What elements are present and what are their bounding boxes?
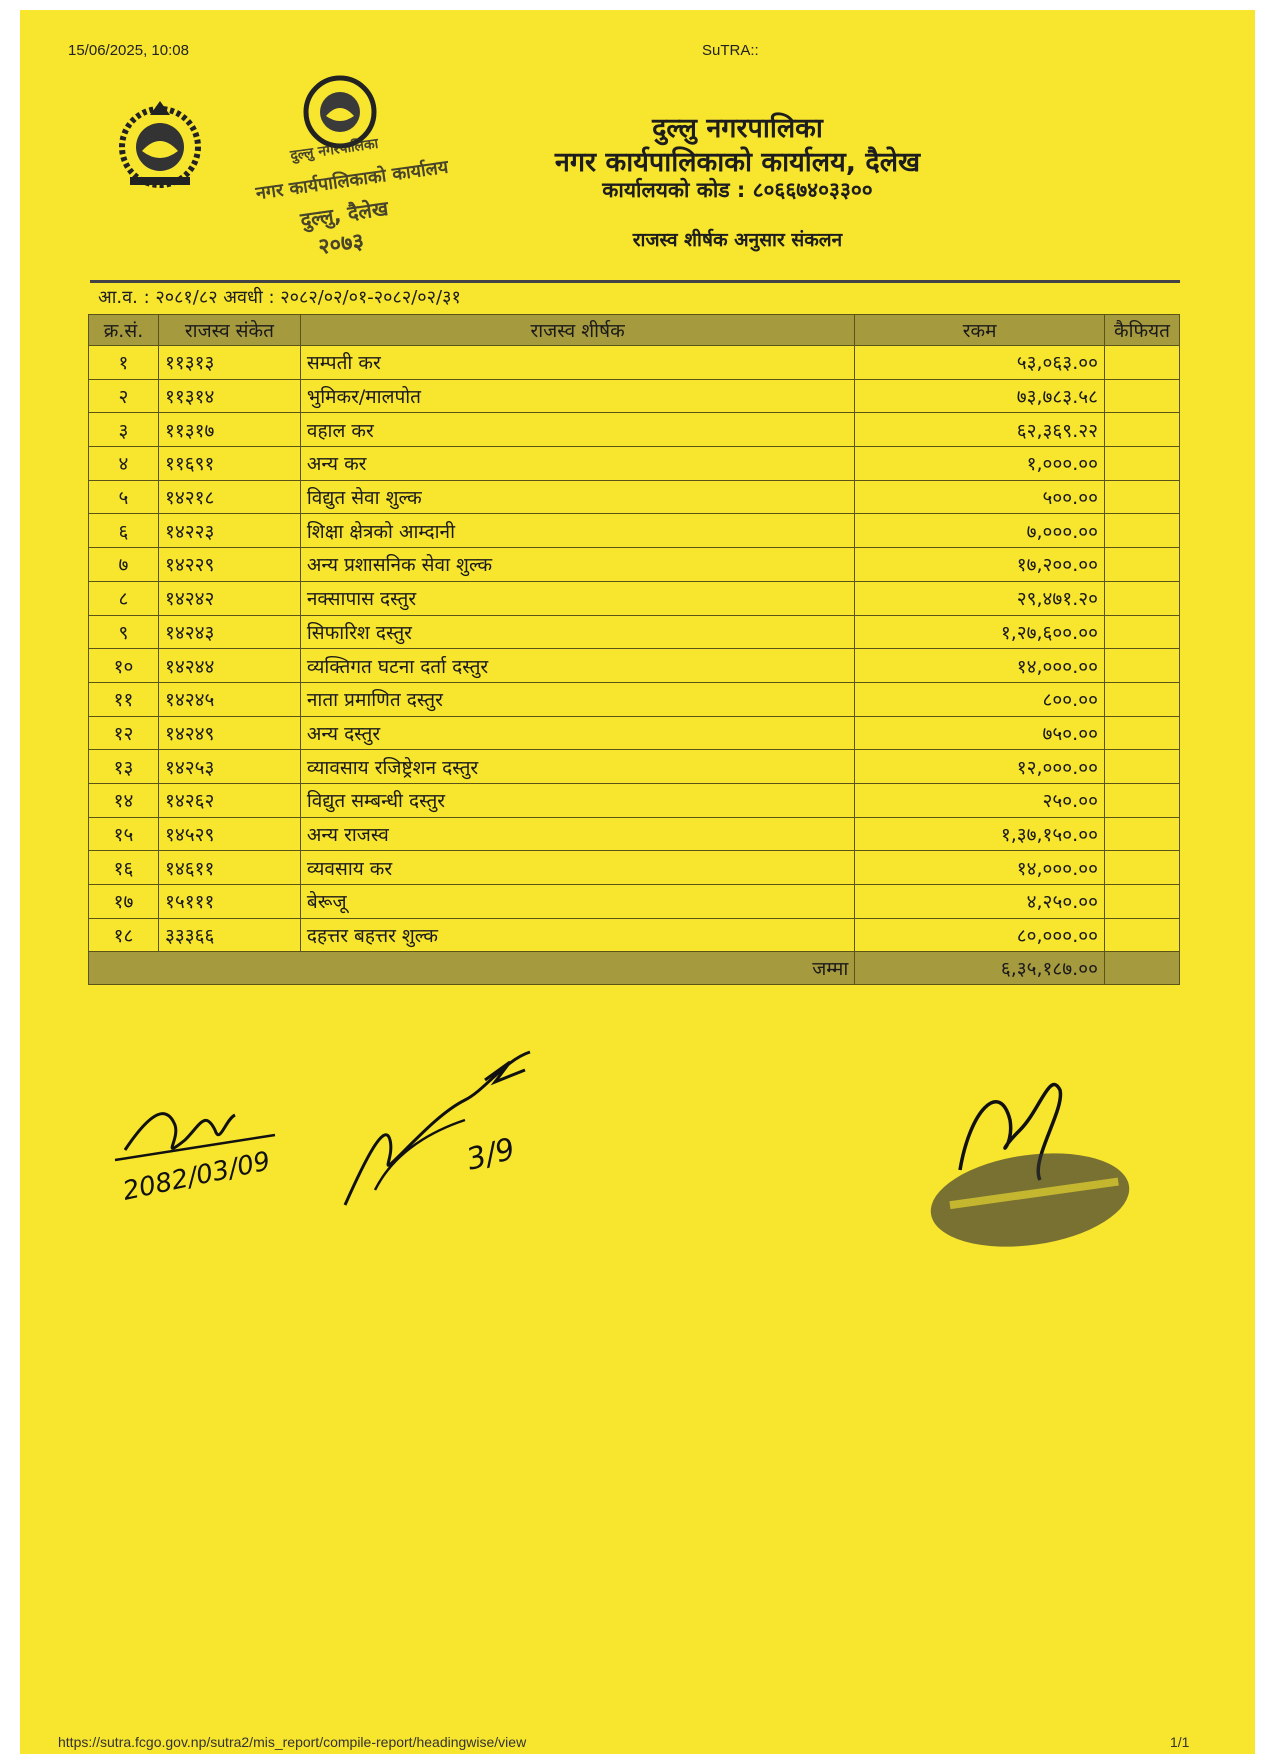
row-code: १४५२९ — [158, 817, 300, 851]
total-amount: ६,३५,१८७.०० — [855, 952, 1105, 985]
row-title: विद्युत सम्बन्धी दस्तुर — [300, 783, 854, 817]
office-code: कार्यालयको कोड : ८०६६७४०३३०० — [602, 178, 873, 202]
row-remarks — [1105, 649, 1180, 683]
table-row — [89, 918, 1180, 952]
row-remarks — [1105, 682, 1180, 716]
table-row — [89, 649, 1180, 683]
row-remarks — [1105, 346, 1180, 380]
row-code: १४२४४ — [158, 649, 300, 683]
row-title: नक्सापास दस्तुर — [300, 581, 854, 615]
row-remarks — [1105, 514, 1180, 548]
table-row — [89, 750, 1180, 784]
row-sn: ६ — [89, 514, 159, 548]
total-remarks — [1105, 952, 1180, 985]
table-row — [89, 682, 1180, 716]
table-row — [89, 615, 1180, 649]
fiscal-period: आ.व. : २०८१/८२ अवधी : २०८२/०२/०१-२०८२/०२/३१ — [98, 287, 461, 308]
row-code: १४२२९ — [158, 548, 300, 582]
row-amount: ६२,३६९.२२ — [855, 413, 1105, 447]
row-title: भुमिकर/मालपोत — [300, 379, 854, 413]
row-title: सिफारिश दस्तुर — [300, 615, 854, 649]
row-amount: १४,०००.०० — [855, 851, 1105, 885]
row-title: अन्य राजस्व — [300, 817, 854, 851]
row-title: सम्पती कर — [300, 346, 854, 380]
row-code: १४२४३ — [158, 615, 300, 649]
row-code: १५१११ — [158, 885, 300, 919]
row-sn: १६ — [89, 851, 159, 885]
stamp-line2: नगर कार्यपालिकाको कार्यालय — [254, 156, 450, 205]
row-code: ११३१३ — [158, 346, 300, 380]
total-label: जम्मा — [89, 952, 855, 985]
row-amount: १४,०००.०० — [855, 649, 1105, 683]
row-code: १४२४५ — [158, 682, 300, 716]
row-sn: ८ — [89, 581, 159, 615]
table-row — [89, 447, 1180, 481]
row-amount: ७३,७८३.५८ — [855, 379, 1105, 413]
footer-page: 1/1 — [1170, 1734, 1190, 1750]
row-sn: ७ — [89, 548, 159, 582]
row-sn: १५ — [89, 817, 159, 851]
row-remarks — [1105, 918, 1180, 952]
row-title: अन्य प्रशासनिक सेवा शुल्क — [300, 548, 854, 582]
row-amount: १,३७,१५०.०० — [855, 817, 1105, 851]
table-row — [89, 885, 1180, 919]
row-remarks — [1105, 480, 1180, 514]
row-code: १४२२३ — [158, 514, 300, 548]
row-code: १४६११ — [158, 851, 300, 885]
row-remarks — [1105, 885, 1180, 919]
signature-1-date: 2082/03/09 — [120, 1146, 274, 1207]
table-row — [89, 413, 1180, 447]
signature-2-date: 3/9 — [463, 1131, 519, 1178]
row-amount: ४,२५०.०० — [855, 885, 1105, 919]
print-datetime: 15/06/2025, 10:08 — [68, 42, 189, 59]
revenue-table — [88, 314, 1180, 985]
row-sn: ३ — [89, 413, 159, 447]
row-remarks — [1105, 817, 1180, 851]
table-row — [89, 716, 1180, 750]
system-name: SuTRA:: — [702, 42, 759, 59]
row-amount: ८०,०००.०० — [855, 918, 1105, 952]
row-title: विद्युत सेवा शुल्क — [300, 480, 854, 514]
row-title: अन्य कर — [300, 447, 854, 481]
col-amount: रकम — [855, 315, 1105, 346]
col-code: राजस्व संकेत — [158, 315, 300, 346]
row-title: दहत्तर बहत्तर शुल्क — [300, 918, 854, 952]
row-code: १४२६२ — [158, 783, 300, 817]
table-row — [89, 783, 1180, 817]
row-amount: १७,२००.०० — [855, 548, 1105, 582]
row-code: ११६९१ — [158, 447, 300, 481]
table-row — [89, 346, 1180, 380]
col-remarks: कैफियत — [1105, 315, 1180, 346]
row-amount: १२,०००.०० — [855, 750, 1105, 784]
office-name: नगर कार्यपालिकाको कार्यालय, दैलेख — [554, 147, 921, 178]
row-sn: २ — [89, 379, 159, 413]
row-remarks — [1105, 447, 1180, 481]
table-row — [89, 548, 1180, 582]
header-rule — [90, 280, 1180, 283]
report-title: राजस्व शीर्षक अनुसार संकलन — [632, 229, 843, 251]
row-amount: ७५०.०० — [855, 716, 1105, 750]
table-row — [89, 581, 1180, 615]
row-remarks — [1105, 783, 1180, 817]
row-amount: ५३,०६३.०० — [855, 346, 1105, 380]
row-sn: १७ — [89, 885, 159, 919]
stamp-line1: दुल्लु नगरपालिका — [289, 135, 380, 165]
row-remarks — [1105, 615, 1180, 649]
row-sn: ४ — [89, 447, 159, 481]
row-amount: २५०.०० — [855, 783, 1105, 817]
row-sn: ५ — [89, 480, 159, 514]
row-code: ११३१४ — [158, 379, 300, 413]
row-remarks — [1105, 750, 1180, 784]
row-amount: ८००.०० — [855, 682, 1105, 716]
row-code: १४२५३ — [158, 750, 300, 784]
municipality-name: दुल्लु नगरपालिका — [652, 113, 823, 144]
row-title: अन्य दस्तुर — [300, 716, 854, 750]
row-remarks — [1105, 716, 1180, 750]
table-row — [89, 851, 1180, 885]
row-sn: ११ — [89, 682, 159, 716]
row-sn: १४ — [89, 783, 159, 817]
footer-url: https://sutra.fcgo.gov.np/sutra2/mis_report/compile-report/headingwise/view — [58, 1734, 527, 1750]
row-title: बेरूजू — [300, 885, 854, 919]
officer-signature-stamp — [920, 1050, 1150, 1260]
row-remarks — [1105, 851, 1180, 885]
row-sn: १८ — [89, 918, 159, 952]
row-remarks — [1105, 548, 1180, 582]
nepal-emblem-icon — [110, 95, 210, 195]
row-title: नाता प्रमाणित दस्तुर — [300, 682, 854, 716]
row-code: १४२४२ — [158, 581, 300, 615]
col-title: राजस्व शीर्षक — [300, 315, 854, 346]
row-sn: १ — [89, 346, 159, 380]
row-sn: १२ — [89, 716, 159, 750]
row-sn: ९ — [89, 615, 159, 649]
row-title: शिक्षा क्षेत्रको आम्दानी — [300, 514, 854, 548]
row-title: व्यक्तिगत घटना दर्ता दस्तुर — [300, 649, 854, 683]
row-title: व्यावसाय रजिष्ट्रेशन दस्तुर — [300, 750, 854, 784]
row-remarks — [1105, 413, 1180, 447]
table-row — [89, 514, 1180, 548]
signature-2 — [335, 1040, 545, 1215]
row-amount: १,२७,६००.०० — [855, 615, 1105, 649]
table-header — [89, 315, 1180, 346]
col-sn: क्र.सं. — [89, 315, 159, 346]
row-remarks — [1105, 581, 1180, 615]
row-code: १४२१८ — [158, 480, 300, 514]
row-sn: १० — [89, 649, 159, 683]
table-row — [89, 379, 1180, 413]
row-code: १४२४९ — [158, 716, 300, 750]
table-row — [89, 480, 1180, 514]
signature-1 — [105, 1080, 295, 1220]
stamp-line3: दुल्लु, दैलेख — [298, 195, 390, 233]
row-code: ३३३६६ — [158, 918, 300, 952]
row-amount: १,०००.०० — [855, 447, 1105, 481]
row-amount: ५००.०० — [855, 480, 1105, 514]
row-remarks — [1105, 379, 1180, 413]
row-sn: १३ — [89, 750, 159, 784]
table-row — [89, 817, 1180, 851]
row-amount: ७,०००.०० — [855, 514, 1105, 548]
total-row — [89, 952, 1180, 985]
row-title: व्यवसाय कर — [300, 851, 854, 885]
row-code: ११३१७ — [158, 413, 300, 447]
row-amount: २९,४७१.२० — [855, 581, 1105, 615]
stamp-line4: २०७३ — [316, 228, 366, 261]
row-title: वहाल कर — [300, 413, 854, 447]
